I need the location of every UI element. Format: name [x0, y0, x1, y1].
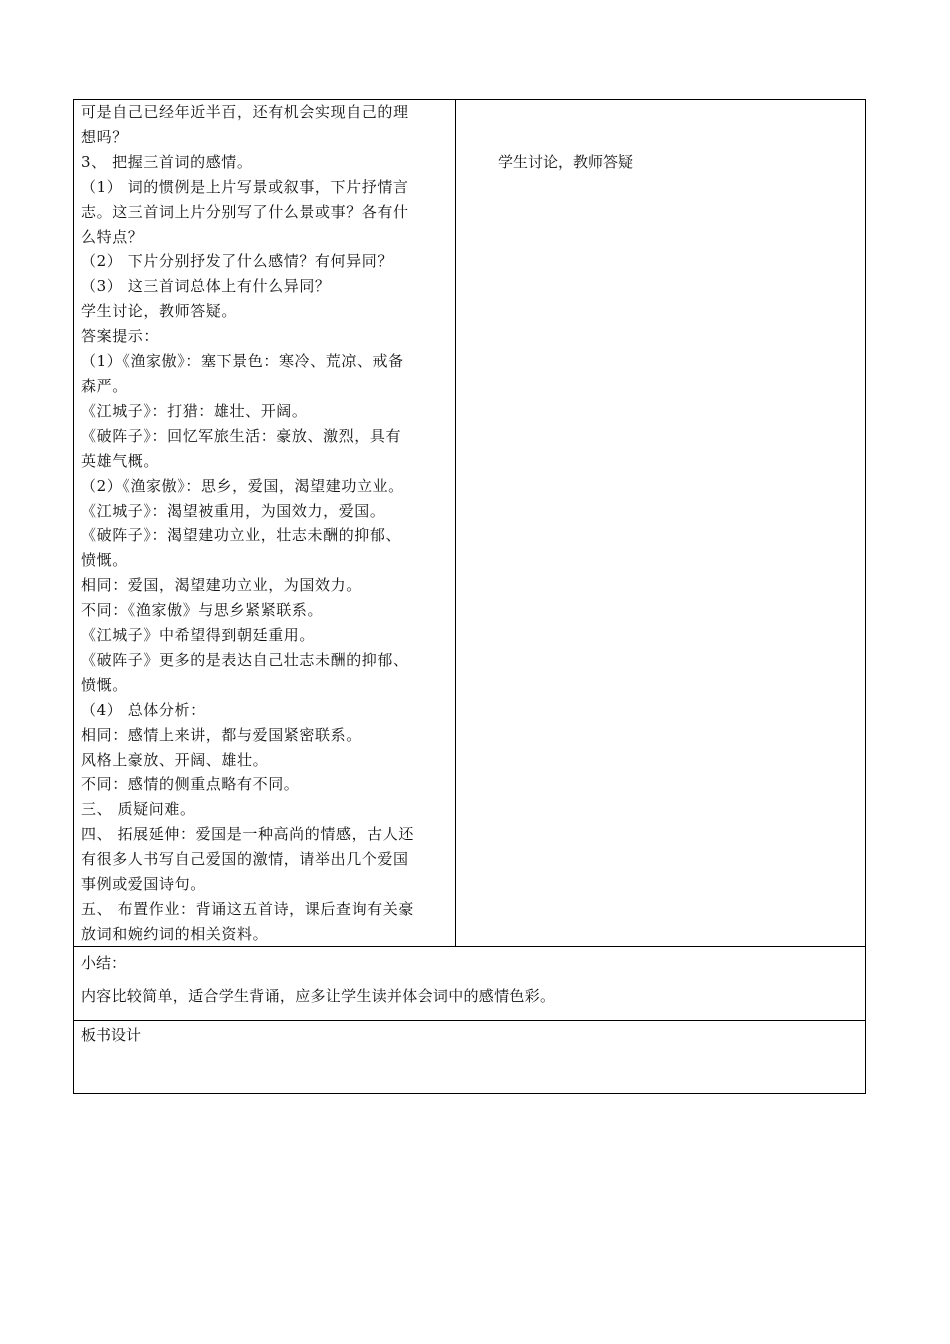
text-line: 想吗？ — [81, 127, 128, 146]
text-line: （1） 词的惯例是上片写景或叙事，下片抒情言 — [81, 177, 409, 196]
text-line: 《江城子》中希望得到朝廷重用。 — [81, 626, 316, 645]
text-line: （1）《渔家傲》：塞下景色：寒冷、荒凉、戒备 — [81, 352, 404, 371]
text-line: 《破阵子》更多的是表达自己壮志未酬的抑郁、 — [81, 650, 409, 669]
summary-label: 小结： — [81, 954, 127, 972]
text-line: 英雄气概。 — [81, 451, 160, 470]
text-line: （2）《渔家傲》：思乡，爱国，渴望建功立业。 — [81, 476, 404, 495]
text-line: 三、 质疑问难。 — [81, 800, 196, 819]
teaching-process-column — [81, 100, 449, 947]
text-line: 相同：爱国，渴望建功立业，为国效力。 — [81, 576, 362, 595]
text-line: 《破阵子》：渴望建功立业，壮志未酬的抑郁、 — [81, 526, 402, 545]
lesson-table — [73, 99, 866, 1094]
text-line: 《江城子》：渴望被重用，为国效力，爱国。 — [81, 501, 386, 520]
text-line: 风格上豪放、开阔、雄壮。 — [81, 750, 269, 769]
text-line: 相同：感情上来讲，都与爱国紧密联系。 — [81, 725, 362, 744]
text-line: 答案提示： — [81, 327, 160, 346]
text-line: （2） 下片分别抒发了什么感情？有何异同？ — [81, 252, 393, 271]
text-line: 愤慨。 — [81, 675, 128, 694]
text-line: 不同：感情的侧重点略有不同。 — [81, 775, 300, 794]
text-line: 愤慨。 — [81, 551, 128, 570]
text-line: 五、 布置作业：背诵这五首诗，课后查询有关豪 — [81, 900, 414, 918]
row-divider-board — [74, 1020, 865, 1021]
text-line: 有很多人书写自己爱国的激情，请举出几个爱国 — [81, 850, 409, 869]
text-line: 3、 把握三首词的感情。 — [81, 152, 253, 171]
text-line: 四、 拓展延伸：爱国是一种高尚的情感，古人还 — [81, 825, 414, 844]
student-activity-text: 学生讨论，教师答疑 — [498, 153, 634, 171]
column-divider — [455, 100, 456, 946]
text-line: 志。这三首词上片分别写了什么景或事？各有什 — [81, 202, 409, 221]
text-line: （4） 总体分析： — [81, 700, 206, 719]
text-line: 森严。 — [81, 376, 128, 395]
text-line: 么特点？ — [81, 227, 144, 246]
text-line: 放词和婉约词的相关资料。 — [81, 924, 269, 943]
text-line: 不同：《渔家傲》与思乡紧紧联系。 — [81, 601, 324, 620]
text-line: 可是自己已经年近半百，还有机会实现自己的理 — [81, 103, 409, 121]
text-line: 《江城子》：打猎：雄壮、开阔。 — [81, 401, 308, 420]
text-line: 《破阵子》：回忆军旅生活：豪放、激烈，具有 — [81, 426, 402, 445]
text-line: 事例或爱国诗句。 — [81, 875, 206, 894]
text-line: 学生讨论，教师答疑。 — [81, 302, 238, 321]
summary-text: 内容比较简单，适合学生背诵，应多让学生读并体会词中的感情色彩。 — [81, 987, 556, 1005]
text-line: （3） 这三首词总体上有什么异同？ — [81, 277, 331, 296]
board-design-label: 板书设计 — [81, 1026, 142, 1044]
